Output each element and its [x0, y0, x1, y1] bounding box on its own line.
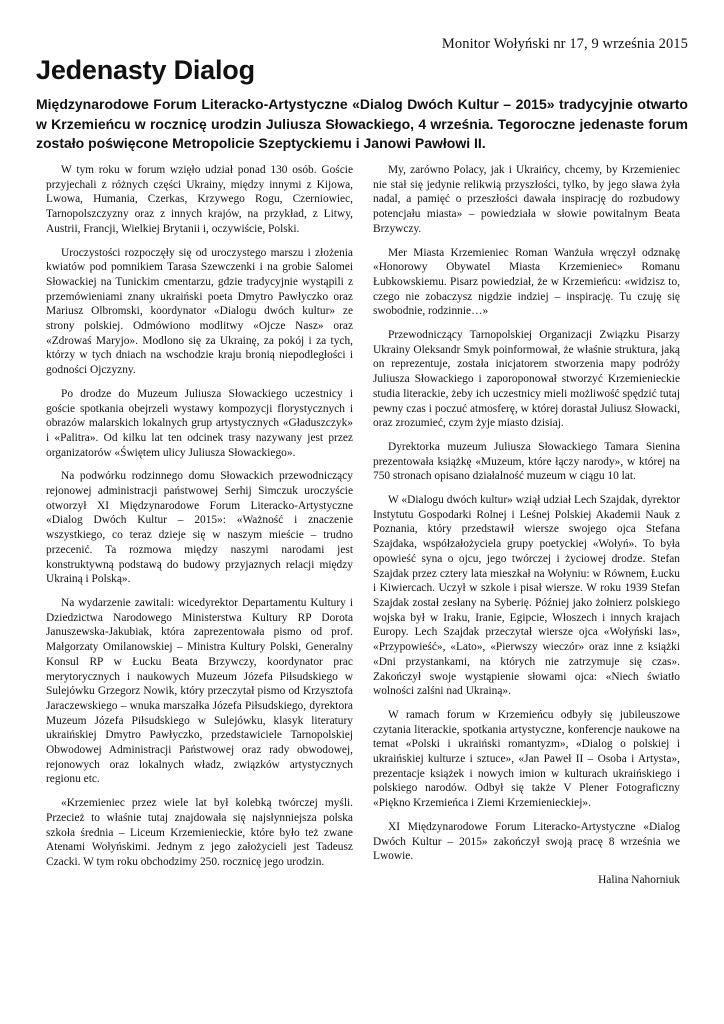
right-column	[373, 163, 680, 897]
author-signature: Halina Nahorniuk	[598, 873, 680, 886]
publication-line: Monitor Wołyński nr 17, 9 września 2015	[441, 36, 688, 52]
article-title: Jedenasty Dialog	[36, 55, 255, 85]
paragraph: Przewodniczący Tarnopolskiej Organizacji Związku Pisarzy Ukrainy Oleksandr Smyk poinformował, że właśnie struktura, jaką on reprezentuje, została inicjatorem stworzenia mapy podróży Juliusza Słowackiego i zaporoponował stworzyć Krzemienieckie studia literackie, żeby ich uczestnicy mieli możliwość spędzić tutaj pewny czas i poczuć atmosferę, w której dorastał Juliusz Słowacki, oraz zrozumieć, czym żyje miasto dzisiaj.	[373, 329, 680, 430]
paragraph: XI Międzynarodowe Forum Literacko-Artystyczne «Dialog Dwóch Kultur – 2015» zakończył swoją pracę 8 września we Lwowie.	[373, 820, 680, 863]
left-column	[46, 163, 353, 879]
paragraph: W ramach forum w Krzemieńcu odbyły się jubileuszowe czytania literackie, spotkania artystyczne, konferencje naukowe na temat «Polski i ukraiński romantyzm», «Dialog o polskiej i ukraińskiej kulturze i sztuce», «Jan Paweł II – Osoba i Artysta», prezentacje książek i nowych imion w kulturach ukraińskiego i polskiego narodów. Odbył się także V Plener Fotograficzny «Piękno Krzemieńca i Ziemi Krzemienieckiej».	[373, 708, 680, 810]
paragraph: W tym roku w forum wzięło udział ponad 130 osób. Goście przyjechali z różnych części Ukrainy, między innymi z Kijowa, Lwowa, Humania, Czerkas, Krzywego Rogu, Czerniowiec, Tarnopolszczyzny oraz z innych krajów, na przykład, z Litwy, Austrii, Francji, Wielkiej Brytanii i, oczywiście, Polski.	[46, 164, 353, 235]
paragraph: Mer Miasta Krzemieniec Roman Wanżuła wręczył odznakę «Honorowy Obywatel Miasta Krzemieniec» Romanu Łubkowskiemu. Pisarz powiedział, że w Krzemieńcu: «widzisz to, czego nie zobaczysz nigdzie indziej – inspirację. Tu czuję się swobodnie, rodzinnie…»	[373, 246, 680, 318]
paragraph: Uroczystości rozpoczęły się od uroczystego marszu i złożenia kwiatów pod pomnikiem Tarasa Szewczenki i na grobie Salomei Słowackiej na Tunickim cmentarzu, gdzie tradycyjnie wystąpili z przemówieniami znany ukraiński poeta Dmytro Pawłyczko oraz Mariusz Olbromski, koordynator «Dialogu dwóch kultur» ze strony polskiej. Odmówiono modlitwy «Ojcze Nasz» oraz «Zdrowaś Maryjo». Modlono się za Ukrainę, za pokój i za tych, którzy w tych dniach na wschodzie kraju bronią niepodległości i godności Ojczyzny.	[46, 246, 353, 377]
paragraph: Na podwórku rodzinnego domu Słowackich przewodniczący rejonowej administracji państwowej Serhij Simczuk uroczyście otworzył XI Międzynarodowe Forum Literacko-Artystyczne «Dialog Dwóch Kultur – 2015»: «Ważność i znaczenie wszystkiego, co teraz dzieje się w naszym mieście – trudno przecenić. Ta rozmowa między naszymi narodami jest konstruktywną podstawą do budowy przyjaznych relacji między Ukrainą i Polską».	[46, 470, 353, 586]
paragraph: W «Dialogu dwóch kultur» wziął udział Lech Szajdak, dyrektor Instytutu Gospodarki Rolnej i Leśnej Polskiej Akademii Nauk z Poznania, który przedstawił wiersze swojego ojca Stefana Szajdaka, współzałożyciela grupy poetyckiej «Wołyń». To była opowieść syna o ojcu, jego twórczej i życiowej drodze. Stefan Szajdak przez cztery lata mieszkał na Wołyniu: w Równem, Łucku i Kiwiercach. Uczył w szkole i pisał wiersze. W roku 1939 Stefan Szajdak został zesłany na Syberię. Później jako żołnierz polskiego wojska był w Iraku, Iranie, Egipcie, Włoszech i innych krajach Europy. Lech Szajdak przeczytał wiersze ojca «Wołyński las», «Przypowieść», «Lato», «Pierwszy wieczór» oraz inne z książki «Dni przystankami, na których nie zatrzymuje się czas». Zakończył swoje wystąpienie słowami ojca: «Niech światło wolności zalśni nad Ukrainą».	[373, 494, 680, 698]
paragraph: Na wydarzenie zawitali: wicedyrektor Departamentu Kultury i Dziedzictwa Narodowego Ministerstwa Kultury RP Dorota Januszewska-Jakubiak, która zaprezentowała pismo od prof. Małgorzaty Omilanowskiej – Ministra Kultury Polski, Generalny Konsul RP w Łucku Beata Brzywczy, koordynator prac merytorycznych i naukowych Muzeum Józefa Piłsudskiego w Sulejówku Grzegorz Nowik, który przeczytał pismo od Krzysztofa Jaraczewskiego – wnuka marszałka Józefa Piłsudskiego, dyrektora Muzeum Józefa Piłsudskiego w Sulejówku, klasyk literatury ukraińskiej Dmytro Pawłyczko, przedstawiciele Tarnopolskiej Obwodowej Administracji Państwowej oraz rady obwodowej, rejonowych oraz lokalnych władz, związków artystycznych regionu etc.	[46, 596, 353, 786]
article-lead: Międzynarodowe Forum Literacko-Artystyczne «Dialog Dwóch Kultur – 2015» tradycyjnie otwarto w Krzemieńcu w rocznicę urodzin Juliusza Słowackiego, 4 września. Tegoroczne jedenaste forum zostało poświęcone Metropolicie Szeptyckiemu i Janowi Pawłowi II.	[36, 96, 688, 151]
paragraph: Dyrektorka muzeum Juliusza Słowackiego Tamara Sienina prezentowała książkę «Muzeum, które łączy narody», w której na 750 stronach opisano działalność muzeum w ciągu 10 lat.	[373, 440, 680, 483]
paragraph: Po drodze do Muzeum Juliusza Słowackiego uczestnicy i goście spotkania obejrzeli wystawy kompozycji florystycznych i obrazów malarskich lokalnych grup artystycznych «Gładuszczyk» i «Palitra». Od kilku lat ten odcinek trasy nazywany jest przez organizatorów «Świętem ulicy Juliusza Słowackiego».	[46, 387, 353, 459]
paragraph: My, zarówno Polacy, jak i Ukraińcy, chcemy, by Krzemieniec nie stał się jedynie relikwią przyszłości, tylko, by jego sława żyła nadal, a pamięć o przeszłości dawała inspirację do rozbudowy potencjału miasta» – powiedziała w słowie powitalnym Beata Brzywczy.	[373, 164, 680, 235]
paragraph: «Krzemieniec przez wiele lat był kolebką twórczej myśli. Przecież to właśnie tutaj znajdowała się najsłynniejsza polska szkoła średnia – Liceum Krzemienieckie, które było też zwane Atenami Wołyńskimi. Jednym z jego założycieli jest Tadeusz Czacki. W tym roku obchodzimy 250. rocznicę jego urodzin.	[46, 797, 353, 868]
